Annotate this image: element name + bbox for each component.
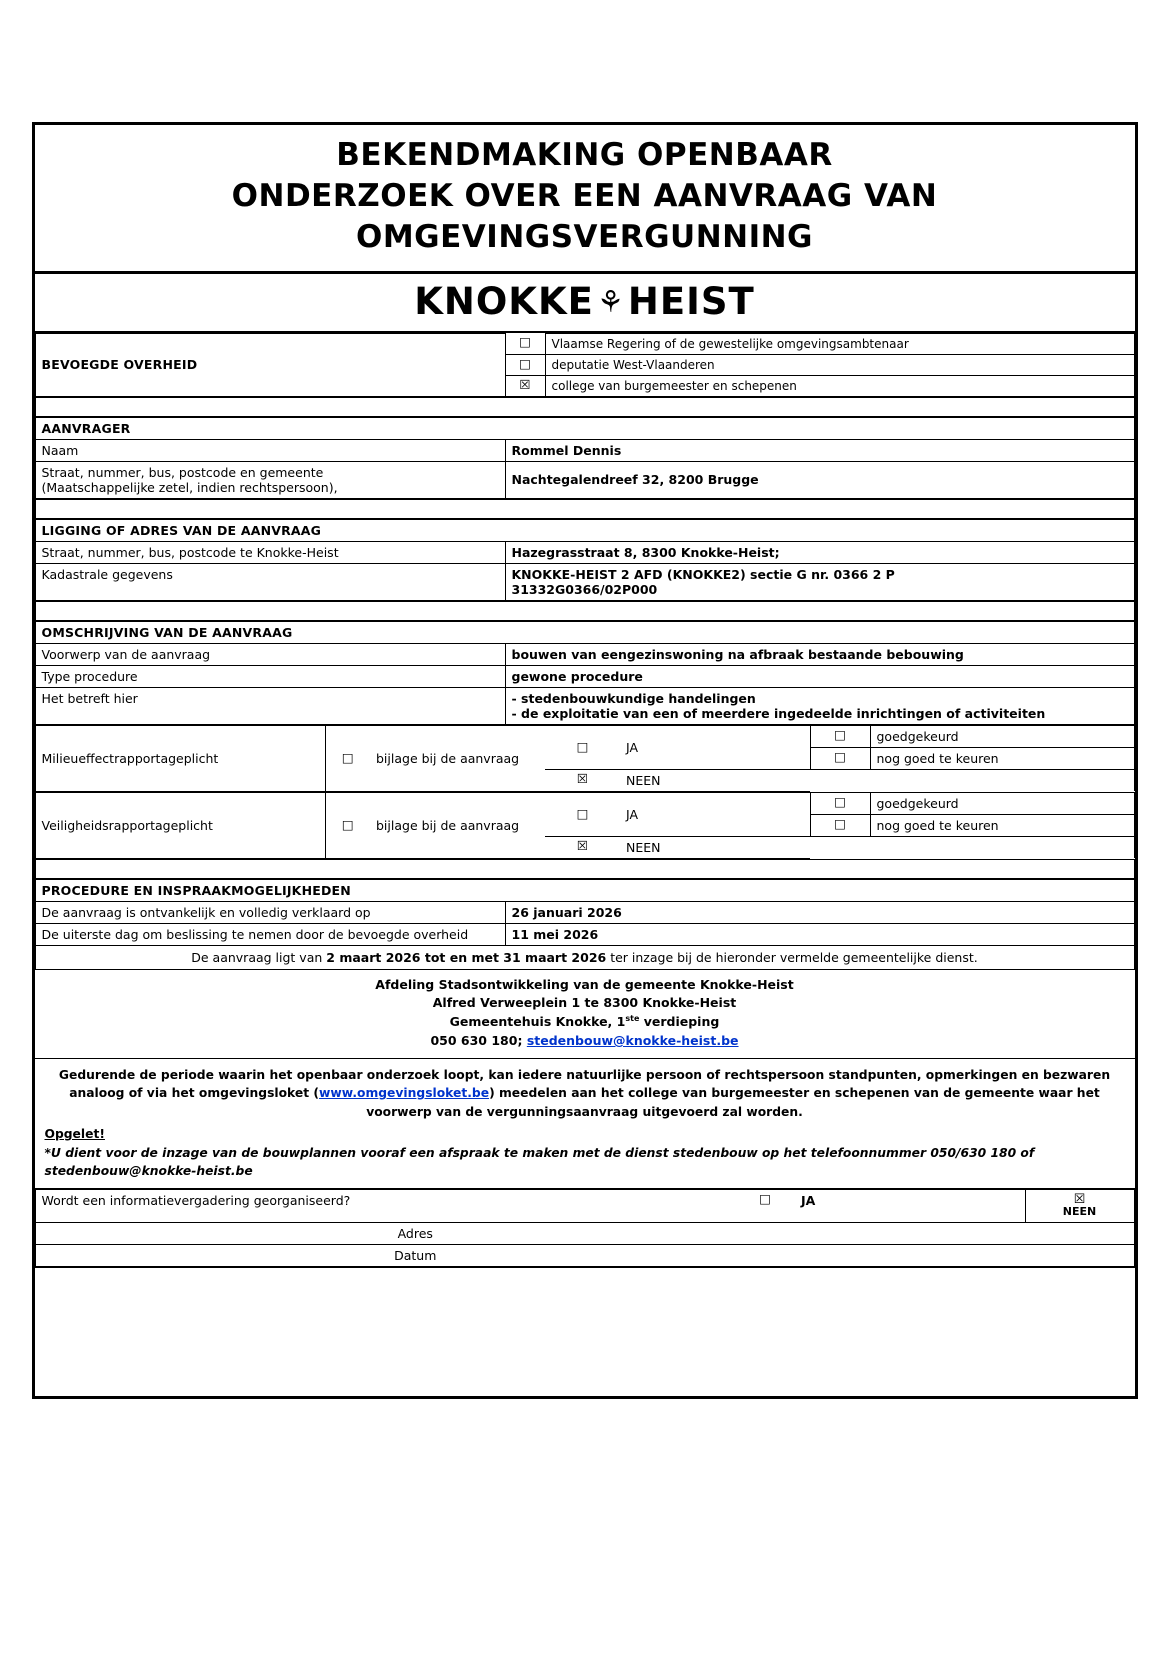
- procedure-header: PROCEDURE EN INSPRAAKMOGELIJKHEDEN: [35, 879, 1134, 901]
- concerns-line1: - stedenbouwkundige handelingen: [511, 690, 756, 706]
- location-cadastral-label: Kadastrale gegevens: [35, 563, 505, 600]
- municipality-logo: [35, 274, 1135, 333]
- authority-option-2-label: college van burgemeester en schepenen: [545, 375, 1134, 396]
- mer-pending-label: nog goed te keuren: [870, 747, 1134, 769]
- meeting-yes-checkbox[interactable]: □: [735, 1190, 795, 1223]
- deadline-value: 11 mei 2026: [505, 923, 1134, 945]
- vr-approved-label: goedgekeurd: [870, 792, 1134, 814]
- applicant-address-value: Nachtegalendreef 32, 8200 Brugge: [505, 461, 1134, 498]
- vr-no-label: NEEN: [620, 836, 810, 858]
- contact-floor: [35, 1013, 1135, 1032]
- contact-phone: 050 630 180;: [430, 1033, 527, 1049]
- deadline-label: De uiterste dag om beslissing te nemen door de bevoegde overheid: [35, 923, 505, 945]
- mer-pending-checkbox[interactable]: □: [810, 747, 870, 769]
- inspection-dates: 2 maart 2026 tot en met 31 maart 2026: [326, 949, 607, 965]
- applicant-address-label: [35, 461, 505, 498]
- mer-annex-checkbox[interactable]: □: [325, 725, 370, 791]
- location-cadastral-line2: 31332G0366/02P000: [511, 581, 658, 597]
- subject-label: Voorwerp van de aanvraag: [35, 643, 505, 665]
- description-header: OMSCHRIJVING VAN DE AANVRAAG: [35, 621, 1134, 643]
- meeting-address-label: Adres: [35, 1223, 795, 1245]
- meeting-no-checkbox[interactable]: ☒: [1073, 1192, 1086, 1208]
- received-value: 26 januari 2026: [505, 901, 1134, 923]
- section-spacer: [35, 397, 1134, 416]
- notice-attention-text: Opgelet!: [44, 1127, 105, 1142]
- procedure-type-label: Type procedure: [35, 665, 505, 687]
- meeting-section: [35, 1189, 1135, 1267]
- contact-block: [35, 970, 1135, 1059]
- vr-yes-checkbox[interactable]: □: [545, 792, 620, 836]
- title-line-1: BEKENDMAKING OPENBAAR: [336, 137, 833, 173]
- mer-yes-checkbox[interactable]: □: [545, 725, 620, 769]
- vr-annex-checkbox[interactable]: □: [325, 792, 370, 858]
- section-spacer: [35, 859, 1134, 878]
- notice-part1: Gedurende de periode waarin het openbaar onderzoek loopt, kan iedere natuurlijke persoon of rechtspersoon standpunten, opmerkingen en bezwaren analoog of via het omgevingsloket (: [58, 1067, 1111, 1101]
- concerns-label: Het betreft hier: [35, 687, 505, 724]
- contact-floor-a: Gemeentehuis Knokke, 1: [449, 1014, 626, 1030]
- location-section: [35, 519, 1135, 601]
- applicant-name-label: Naam: [35, 439, 505, 461]
- anchor-icon: ⚘: [596, 284, 625, 320]
- authority-label: BEVOEGDE OVERHEID: [35, 333, 505, 396]
- applicant-header: AANVRAGER: [35, 417, 1134, 439]
- description-section: [35, 621, 1135, 725]
- applicant-address-label-line2: (Maatschappelijke zetel, indien rechtspersoon),: [41, 479, 338, 495]
- mer-approved-checkbox[interactable]: □: [810, 725, 870, 747]
- procedure-type-value: gewone procedure: [505, 665, 1134, 687]
- omgevingsloket-link[interactable]: www.omgevingsloket.be: [319, 1086, 490, 1101]
- authority-checkbox-1[interactable]: □: [505, 354, 545, 375]
- contact-phone-email: [35, 1032, 1135, 1051]
- vr-no-checkbox[interactable]: ☒: [545, 836, 620, 858]
- notice-block: [35, 1059, 1135, 1190]
- authority-checkbox-0[interactable]: □: [519, 334, 531, 350]
- location-cadastral-value: [505, 563, 1134, 600]
- inspection-period: [35, 945, 1134, 969]
- contact-floor-sup: ste: [625, 1014, 640, 1024]
- title-line-3: OMGEVINGSVERGUNNING: [355, 219, 814, 256]
- authority-option-0-label: Vlaamse Regering of de gewestelijke omgevingsambtenaar: [545, 333, 1134, 354]
- section-spacer: [35, 601, 1134, 620]
- notice-italic-text: *U dient voor de inzage van de bouwplannen vooraf een afspraak te maken met de dienst stedenbouw op het telefoonnummer 050/630 180 of stedenbouw@knokke-heist.be: [44, 1145, 1035, 1178]
- authority-option-1-label: deputatie West-Vlaanderen: [545, 354, 1134, 375]
- mer-no-label: NEEN: [620, 769, 810, 791]
- logo-text-left: KNOKKE: [414, 279, 594, 323]
- inspection-suffix: ter inzage bij de hieronder vermelde gemeentelijke dienst.: [606, 949, 978, 965]
- meeting-no-label: NEEN: [1062, 1205, 1097, 1219]
- public-notice-document: [32, 122, 1138, 1399]
- vr-pending-checkbox[interactable]: □: [810, 814, 870, 836]
- mer-no-checkbox[interactable]: ☒: [545, 769, 620, 791]
- applicant-section: [35, 417, 1135, 499]
- location-street-value: Hazegrasstraat 8, 8300 Knokke-Heist;: [505, 541, 1134, 563]
- location-street-label: Straat, nummer, bus, postcode te Knokke-Heist: [35, 541, 505, 563]
- contact-floor-b: verdieping: [639, 1014, 720, 1030]
- subject-value: bouwen van eengezinswoning na afbraak bestaande bebouwing: [505, 643, 1134, 665]
- section-spacer: [35, 499, 1134, 518]
- meeting-question: Wordt een informatievergadering georganiseerd?: [35, 1190, 735, 1223]
- vr-label: Veiligheidsrapportageplicht: [35, 792, 325, 858]
- mer-annex-label: bijlage bij de aanvraag: [370, 725, 545, 791]
- mer-yes-label: JA: [620, 725, 810, 769]
- meeting-no-option[interactable]: [1025, 1190, 1134, 1223]
- location-header: LIGGING OF ADRES VAN DE AANVRAAG: [35, 519, 1134, 541]
- meeting-date-value[interactable]: [795, 1245, 1134, 1267]
- applicant-name-value: Rommel Dennis: [505, 439, 1134, 461]
- document-title: [35, 125, 1135, 274]
- authority-section: [35, 333, 1135, 397]
- vr-pending-label: nog goed te keuren: [870, 814, 1134, 836]
- mer-label: Milieueffectrapportageplicht: [35, 725, 325, 791]
- procedure-section: [35, 879, 1135, 970]
- meeting-date-label: Datum: [35, 1245, 795, 1267]
- mer-approved-label: goedgekeurd: [870, 725, 1134, 747]
- applicant-address-label-line1: Straat, nummer, bus, postcode en gemeente: [41, 464, 324, 480]
- mer-section: [35, 725, 1135, 792]
- meeting-address-value[interactable]: [795, 1223, 1134, 1245]
- logo-text-right: HEIST: [627, 279, 755, 323]
- contact-email-link[interactable]: stedenbouw@knokke-heist.be: [526, 1033, 739, 1049]
- location-cadastral-line1: KNOKKE-HEIST 2 AFD (KNOKKE2) sectie G nr. 0366 2 P: [511, 566, 895, 582]
- authority-checkbox-2[interactable]: ☒: [505, 375, 545, 396]
- contact-address: Alfred Verweeplein 1 te 8300 Knokke-Heist: [432, 995, 737, 1011]
- contact-department: Afdeling Stadsontwikkeling van de gemeente Knokke-Heist: [375, 976, 794, 992]
- notice-attention: [45, 1125, 1125, 1143]
- notice-paragraph: [45, 1066, 1125, 1121]
- received-label: De aanvraag is ontvankelijk en volledig verklaard op: [35, 901, 505, 923]
- signature-area: [35, 1267, 1135, 1396]
- inspection-prefix: De aanvraag ligt van: [191, 949, 327, 965]
- vr-section: [35, 792, 1135, 859]
- concerns-line2: - de exploitatie van een of meerdere ingedeelde inrichtingen of activiteiten: [511, 705, 1046, 721]
- notice-part2: ) meedelen aan het college van burgemeester en schepenen van de gemeente waar het voorwerp van de vergunningsaanvraag uitgevoerd zal worden.: [366, 1086, 1100, 1119]
- meeting-yes-label: JA: [795, 1190, 1025, 1223]
- vr-approved-checkbox[interactable]: □: [810, 792, 870, 814]
- vr-yes-label: JA: [620, 792, 810, 836]
- vr-annex-label: bijlage bij de aanvraag: [370, 792, 545, 858]
- title-line-2: ONDERZOEK OVER EEN AANVRAAG VAN: [231, 178, 938, 215]
- concerns-value: [505, 687, 1134, 724]
